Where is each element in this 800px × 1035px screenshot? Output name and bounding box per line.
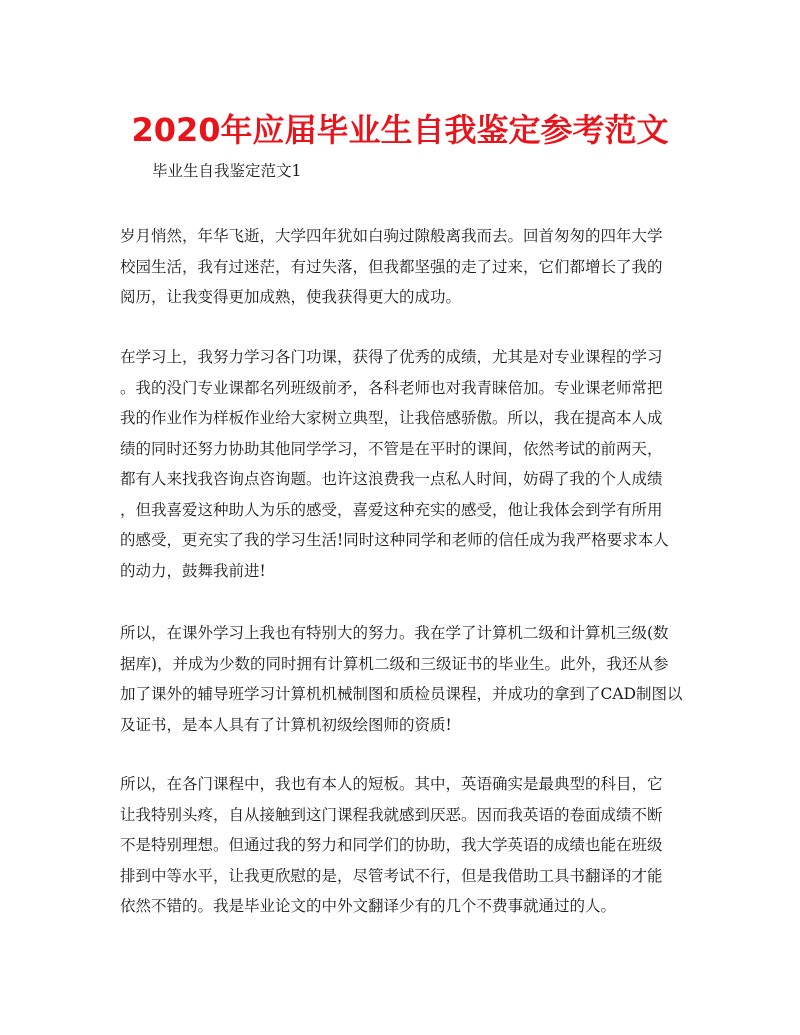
paragraph-line: 我的作业作为样板作业给大家树立典型，让我倍感骄傲。所以，我在提高本人成: [120, 409, 663, 427]
paragraph-line: 所以，在课外学习上我也有特别大的努力。我在学了计算机二级和计算机三级(数: [120, 624, 669, 642]
paragraph-line: 阅历，让我变得更加成熟，使我获得更大的成功。: [120, 288, 462, 306]
paragraph-1: [120, 221, 682, 313]
paragraph-line: 岁月悄然，年华飞逝，大学四年犹如白驹过隙般离我而去。回首匆匆的四年大学: [120, 227, 663, 245]
paragraph-line: 所以，在各门课程中，我也有本人的短板。其中，英语确实是最典型的科目，它: [120, 775, 663, 793]
paragraph-2: [120, 342, 682, 586]
paragraph-line: 排到中等水平，让我更欣慰的是，尽管考试不行，但是我借助工具书翻译的才能: [120, 866, 663, 885]
paragraph-4: [120, 769, 682, 922]
paragraph-line: ，但我喜爱这种助人为乐的感受，喜爱这种充实的感受，他让我体会到学有所用: [120, 500, 663, 519]
paragraph-line: 。我的没门专业课都名列班级前矛，各科老师也对我青睐倍加。专业课老师常把: [120, 378, 663, 397]
paragraph-line: 的动力，鼓舞我前进!: [120, 561, 266, 580]
paragraph-3: [120, 618, 682, 740]
paragraph-line: 依然不错的。我是毕业论文的中外文翻译少有的几个不费事就通过的人。: [120, 897, 617, 915]
document-title: 2020年应届毕业生自我鉴定参考范文: [131, 111, 669, 149]
paragraph-line: 校园生活，我有过迷茫，有过失落，但我都坚强的走了过来，它们都增长了我的: [120, 257, 663, 276]
paragraph-line: 加了课外的辅导班学习计算机机械制图和质检员课程，并成功的拿到了CAD制图以: [120, 685, 682, 703]
paragraph-line: 都有人来找我咨询点咨询题。也许这浪费我一点私人时间，妨碍了我的个人成绩: [120, 470, 663, 488]
document-subtitle: 毕业生自我鉴定范文1: [152, 162, 302, 180]
paragraph-line: 让我特别头疼，自从接触到这门课程我就感到厌恶。因而我英语的卷面成绩不断: [120, 805, 663, 824]
paragraph-line: 及证书，是本人具有了计算机初级绘图师的资质!: [120, 715, 452, 734]
paragraph-line: 不是特别理想。但通过我的努力和同学们的协助，我大学英语的成绩也能在班级: [120, 836, 663, 854]
paragraph-line: 在学习上，我努力学习各门功课，获得了优秀的成绩，尤其是对专业课程的学习: [120, 348, 663, 366]
paragraph-line: 据库)，并成为少数的同时拥有计算机二级和三级证书的毕业生。此外，我还从参: [120, 654, 669, 673]
paragraph-line: 的感受，更充实了我的学习生活!同时这种同学和老师的信任成为我严格要求本人: [120, 531, 669, 549]
paragraph-line: 绩的同时还努力协助其他同学学习，不管是在平时的课间，依然考试的前两天，: [120, 439, 663, 458]
